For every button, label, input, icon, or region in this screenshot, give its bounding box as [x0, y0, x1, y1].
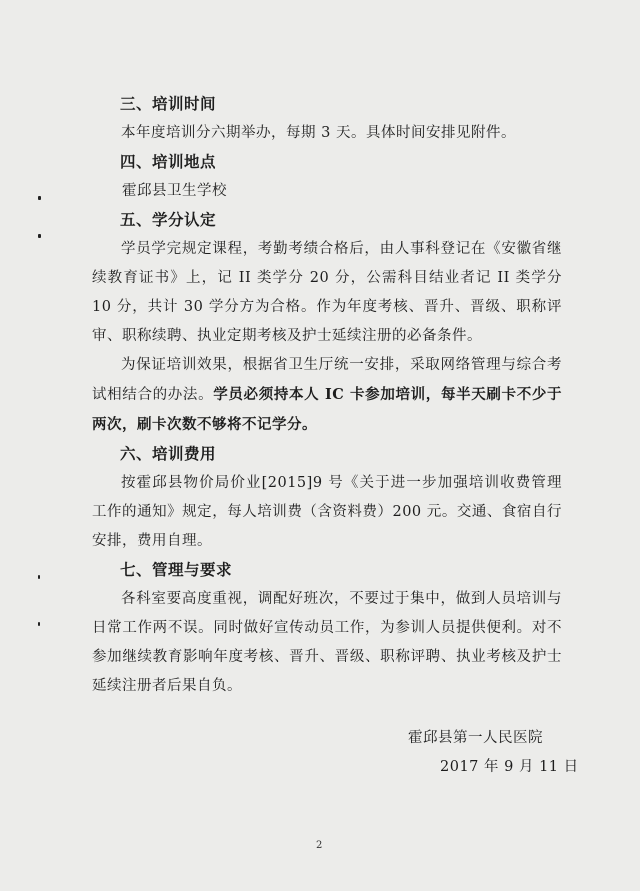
section-heading-location: 四、培训地点	[120, 153, 217, 171]
section-body-credit-para1: 学员学完规定课程，考勤考绩合格后，由人事科登记在《安徽省继续教育证书》上，记 II 类学分 20 分，公需科目结业者记 II 类学分 10 分，共计 30 学分方为合格。作为年度考核、晋升、晋级、职称评审、职称续聘、执业定期考核及护士延续注册的必备条件。	[92, 241, 562, 344]
section-body-location: 霍邱县卫生学校	[122, 183, 227, 199]
section-heading-credit: 五、学分认定	[120, 211, 217, 229]
ic-card-requirement: 学员必须持本人 IC 卡参加培训，每半天刷卡不少于两次，刷卡次数不够将不记学分。	[92, 386, 563, 433]
document-body	[92, 90, 562, 701]
section-body-credit-para2	[92, 351, 562, 440]
section-heading-time: 三、培训时间	[120, 95, 217, 113]
section-body-time: 本年度培训分六期举办，每期 3 天。具体时间安排见附件。	[121, 125, 516, 141]
page-number: 2	[316, 840, 323, 851]
signature-organization: 霍邱县第一人民医院	[408, 730, 543, 746]
section-body-fee: 按霍邱县物价局价业[2015]9 号《关于进一步加强培训收费管理工作的通知》规定，每人培训费（含资料费）200 元。交通、食宿自行安排，费用自理。	[92, 475, 562, 549]
section-heading-requirements: 七、管理与要求	[120, 561, 233, 579]
section-heading-fee: 六、培训费用	[120, 445, 217, 463]
binding-hole-mark	[38, 575, 40, 579]
signature-block	[408, 724, 579, 782]
signature-date: 2017 年 9 月 11 日	[440, 759, 579, 775]
binding-hole-mark	[38, 622, 40, 626]
credit-method-text: 为保证培训效果，根据省卫生厅统一安排，采取网络管理与综合考试相结合的办法。	[92, 357, 562, 403]
section-body-requirements: 各科室要高度重视，调配好班次，不要过于集中，做到人员培训与日常工作两不误。同时做好宣传动员工作，为参训人员提供便利。对不参加继续教育影响年度考核、晋升、晋级、职称评聘、执业考核及护士延续注册者后果自负。	[92, 591, 562, 694]
binding-hole-mark	[38, 196, 41, 200]
binding-hole-mark	[38, 234, 41, 238]
